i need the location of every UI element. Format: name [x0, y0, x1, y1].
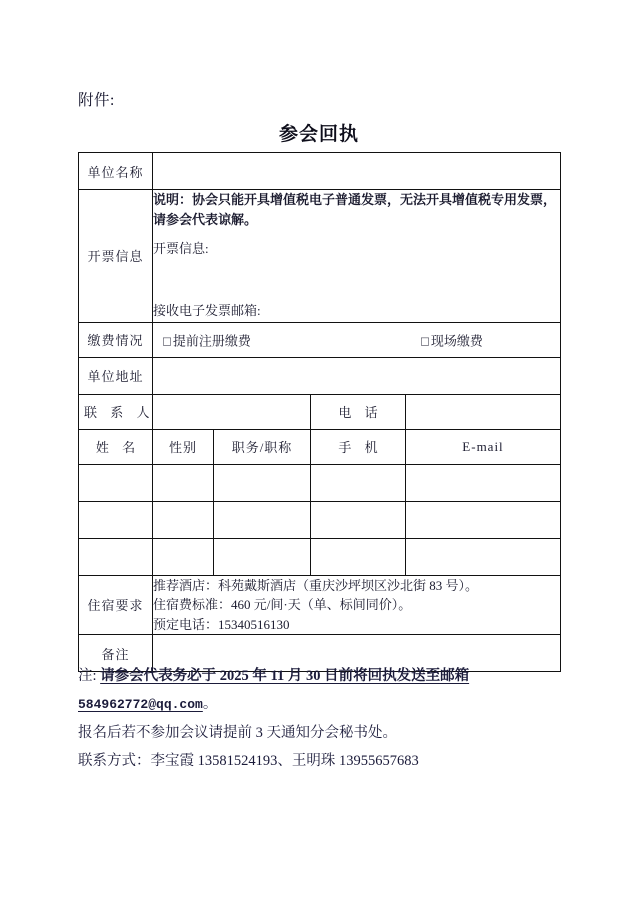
participant-name-field[interactable] [79, 501, 153, 538]
payment-status-label: 缴费情况 [79, 322, 153, 357]
invoice-info-field[interactable] [153, 190, 561, 323]
table-row-invoice [79, 190, 561, 323]
participant-email-field[interactable] [406, 501, 561, 538]
note-prefix-label: 注: [78, 668, 97, 684]
unit-address-label: 单位地址 [79, 357, 153, 394]
submission-email-address[interactable]: 584962772@qq.com [78, 697, 203, 713]
contact-phone-field[interactable] [406, 394, 561, 429]
invoice-email-label: 接收电子发票邮箱: [153, 303, 261, 319]
room-rate-text: 住宿费标准：460 元/间·天（单、标间同价）。 [153, 597, 412, 613]
table-row [79, 538, 561, 575]
participant-name-field[interactable] [79, 464, 153, 501]
contact-info-note: 联系方式：李宝霞 13581524193、王明珠 13955657683 [78, 752, 419, 769]
invoice-note-text: 说明：协会只能开具增值税电子普通发票，无法开具增值税专用发票，请参会代表谅解。 [153, 192, 557, 228]
footer-notes [78, 662, 568, 775]
participant-mobile-field[interactable] [311, 538, 406, 575]
note-period: 。 [202, 696, 218, 713]
participant-gender-field[interactable] [153, 464, 214, 501]
participant-gender-field[interactable] [153, 538, 214, 575]
participant-title-field[interactable] [214, 464, 311, 501]
page-title: 参会回执 [278, 123, 359, 145]
participant-gender-field[interactable] [153, 501, 214, 538]
contact-person-label: 联 系 人 [79, 394, 153, 429]
invoice-blank-space[interactable] [153, 259, 560, 301]
contact-phone-label: 电 话 [311, 394, 406, 429]
deadline-note-line [78, 662, 568, 690]
participant-email-field[interactable] [406, 464, 561, 501]
column-header-gender: 性别 [153, 429, 214, 464]
booking-phone-text: 预定电话：15340516130 [153, 616, 290, 632]
participant-mobile-field[interactable] [311, 501, 406, 538]
participant-title-field[interactable] [214, 501, 311, 538]
payment-options-cell [153, 322, 561, 357]
table-row-contact [79, 394, 561, 429]
unit-name-field[interactable] [153, 153, 561, 190]
checkbox-icon: □ [163, 333, 171, 349]
checkbox-onsite-payment[interactable] [421, 330, 483, 349]
deadline-note-text: 请参会代表务必于 2025 年 11 月 30 日前将回执发送至邮箱 [100, 668, 470, 684]
column-header-email: E-mail [406, 429, 561, 464]
participant-name-field[interactable] [79, 538, 153, 575]
table-row-unit-name [79, 153, 561, 190]
table-row-accommodation [79, 575, 561, 635]
checkbox-icon: □ [421, 333, 429, 349]
accommodation-label: 住宿要求 [79, 575, 153, 635]
registration-receipt-table [78, 152, 561, 672]
accommodation-details [153, 575, 561, 635]
table-row [79, 464, 561, 501]
checkbox-onsite-label: 现场缴费 [430, 333, 483, 349]
attachment-label: 附件: [78, 92, 115, 109]
invoice-info-label: 开票信息 [79, 190, 153, 323]
checkbox-prepaid-label: 提前注册缴费 [172, 333, 251, 349]
billing-info-label: 开票信息: [153, 241, 209, 257]
unit-address-field[interactable] [153, 357, 561, 394]
unit-name-label: 单位名称 [79, 153, 153, 190]
table-row [79, 501, 561, 538]
recommended-hotel-text: 推荐酒店：科苑戴斯酒店（重庆沙坪坝区沙北街 83 号）。 [153, 577, 479, 593]
column-header-name: 姓 名 [79, 429, 153, 464]
table-row-participant-headers [79, 429, 561, 464]
checkbox-prepaid-registration[interactable] [163, 330, 251, 349]
column-header-title: 职务/职称 [214, 429, 311, 464]
contact-person-field[interactable] [153, 394, 311, 429]
participant-email-field[interactable] [406, 538, 561, 575]
deadline-email-line [78, 690, 568, 718]
participant-title-field[interactable] [214, 538, 311, 575]
table-row-unit-address [79, 357, 561, 394]
column-header-mobile: 手 机 [311, 429, 406, 464]
table-row-payment [79, 322, 561, 357]
cancellation-note: 报名后若不参加会议请提前 3 天通知分会秘书处。 [78, 724, 397, 741]
participant-mobile-field[interactable] [311, 464, 406, 501]
remarks-label: 备注 [79, 635, 153, 672]
